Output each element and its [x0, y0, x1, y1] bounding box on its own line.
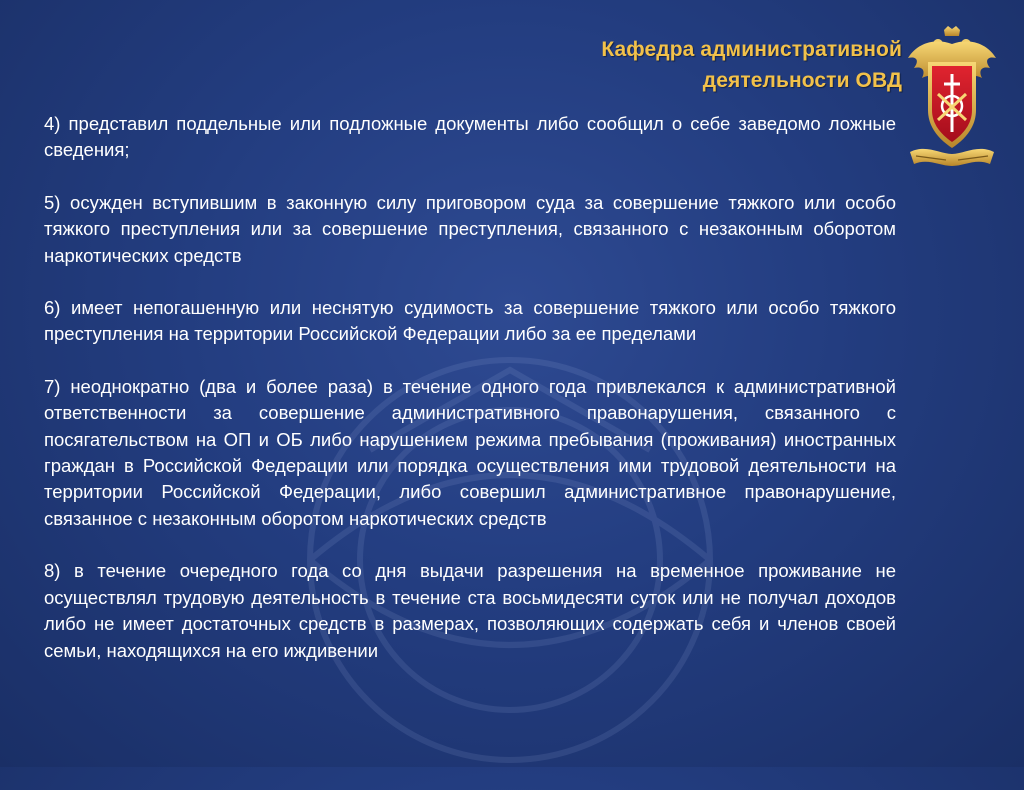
department-title-line-2: деятельности ОВД — [702, 69, 902, 92]
department-title-line-1: Кафедра административной — [601, 38, 902, 61]
police-emblem-icon — [906, 24, 998, 172]
list-item-4: 4) представил поддельные или подложные документы либо сообщил о себе заведомо ложные сведения; — [44, 113, 896, 161]
slide-body-text — [44, 111, 896, 664]
list-item-7: 7) неоднократно (два и более раза) в течение одного года привлекался к административной ответственности за совершение административного правонарушения, связанного с посягательством на ОП и ОБ либо нарушением режима пребывания (проживания) иностранных граждан в Российской Федерации или порядка осуществления ими трудовой деятельности на территории Российской Федерации, либо совершил административное правонарушение, связанное с незаконным оборотом наркотических средств — [44, 375, 896, 529]
list-item-5: 5) осужден вступившим в законную силу приговором суда за совершение тяжкого или особо тяжкого преступления или за совершение преступления, связанного с незаконным оборотом наркотических средств — [44, 191, 896, 266]
list-item-6: 6) имеет непогашенную или неснятую судимость за совершение тяжкого или особо тяжкого преступления на территории Российской Федерации либо за ее пределами — [44, 297, 896, 345]
department-title — [540, 34, 902, 96]
list-item-8: 8) в течение очередного года со дня выдачи разрешения на временное проживание не осуществлял трудовую деятельность в течение ста восьмидесяти суток или не получал доходов либо не имеет достаточных средств в размерах, позволяющих содержать себя и членов своей семьи, находящихся на его иждивении — [44, 560, 896, 661]
